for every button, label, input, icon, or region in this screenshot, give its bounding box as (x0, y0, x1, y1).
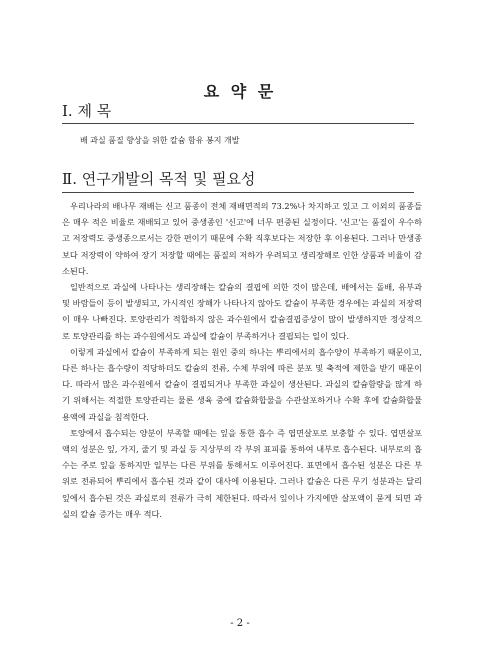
paragraph: 일반적으로 과실에 나타나는 생리장해는 칼슘의 결핍에 의한 것이 많은데, 배에서는 돌배, 유부과 및 바람들이 등이 발생되고, 가시적인 장해가 나타나지 않아도 칼슘이 부족한 경우에는 과실의 저장력이 매우 나빠진다. 토양관리가 적합하지 않은 과수원에서 칼슘결핍증상이 많이 발생하지만 정상적으로 토양관리를 하는 과수원에서도 과실에 칼슘이 부족하거나 결핍되는 일이 있다. (62, 282, 422, 341)
page-number: - 2 - (230, 618, 250, 629)
paragraph: 토양에서 흡수되는 양분이 부족할 때에는 잎을 통한 흡수 즉 엽면살포로 보충할 수 있다. 엽면살포액의 성분은 잎, 가지, 줄기 및 과실 등 지상부의 각 부위 표피를 통하여 내부로 흡수된다. 내부로의 흡수는 주로 잎을 통하지만 일부는 다른 부위를 통해서도 이루어진다. 표면에서 흡수된 성분은 다른 부위로 전류되어 뿌리에서 흡수된 것과 같이 대사에 이용된다. 그러나 칼슘은 다른 무기 성분과는 달리 잎에서 흡수된 것은 과실로의 전류가 극히 제한된다. 따라서 잎이나 가지에만 살포액이 묻게 되면 과실의 칼슘 증가는 매우 적다. (62, 427, 422, 519)
section-1-heading: Ⅰ. 제 목 (62, 102, 112, 120)
document-title: 요 약 문 (203, 82, 277, 101)
section-1-divider (62, 123, 414, 124)
paragraph: 우리나라의 배나무 재배는 신고 품종이 전체 재배면적의 73.2%나 차지하고 있고 그 이외의 품종들은 매우 적은 비율로 재배되고 있어 중생종인 '신고'에 너무 편중된 실정이다. '신고'는 품질이 우수하고 저장력도 중생종으로서는 강한 편이기 때문에 수확 직후보다는 저장한 후 이용된다. 그러나 만생종보다 저장력이 약하여 장기 저장할 때에는 품질의 저하가 우려되고 생리장해로 인한 상품과 비율이 감소된다. (62, 201, 422, 276)
paragraph: 이렇게 과실에서 칼슘이 부족하게 되는 원인 중의 하나는 뿌리에서의 흡수양이 부족하기 때문이고, 다른 하나는 흡수량이 적당하더도 칼슘의 전류, 수체 부위에 따른 분포 및 축적에 제한을 받기 때문이다. 따라서 많은 과수원에서 칼슘이 결핍되거나 부족한 과실이 생산된다. 과실의 칼슘함량을 많게 하기 위해서는 적절한 토양관리는 물론 생육 중에 칼슘화합물을 수관살포하거나 수확 후에 칼슘화합물 용액에 과실을 침적한다. (62, 346, 422, 422)
research-subject: 배 과실 품질 향상을 위한 칼슘 함유 봉지 개발 (80, 136, 240, 145)
section-2-body (62, 198, 422, 522)
section-2-heading: Ⅱ. 연구개발의 목적 및 필요성 (62, 170, 256, 188)
section-2-divider (62, 192, 414, 193)
